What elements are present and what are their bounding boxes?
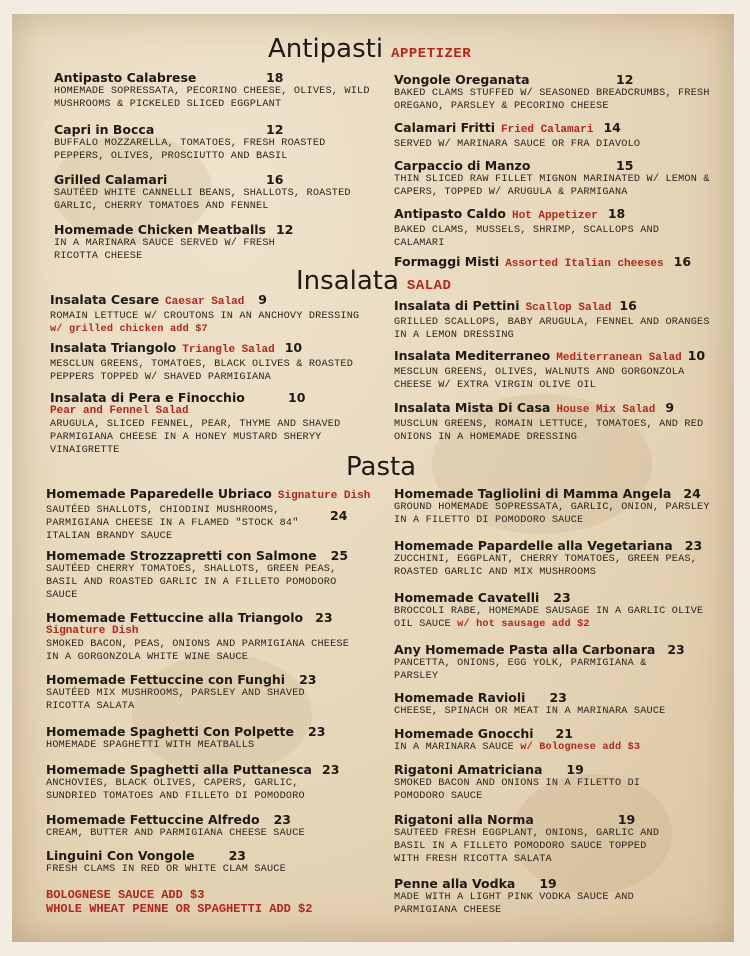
pasta-heading	[346, 452, 416, 482]
item-name: Homemade Spaghetti Con Polpette	[46, 724, 294, 739]
item-name: Calamari Fritti	[394, 120, 496, 135]
menu-item	[394, 486, 714, 527]
item-price: 14	[603, 120, 621, 135]
item-price: 12	[616, 72, 634, 87]
insalata-title: Insalata	[296, 266, 399, 296]
item-desc: PANCETTA, ONIONS, EGG YOLK, PARMIGIANA & PARSLEY	[394, 658, 647, 683]
menu-item	[394, 400, 714, 444]
item-name: Carpaccio di Manzo	[394, 158, 531, 173]
item-price: 23	[228, 848, 247, 863]
item-desc: MESCLUN GREENS, TOMATOES, BLACK OLIVES & ROASTED PEPPERS TOPPED W/ SHAVED PARMIGIANA	[50, 359, 354, 384]
menu-item	[394, 72, 714, 113]
item-desc: HOMEMADE SPAGHETTI WITH MEATBALLS	[46, 740, 255, 751]
antipasti-heading	[268, 34, 471, 64]
item-price: 23	[299, 672, 317, 687]
item-desc: BROCCOLI RABE, HOMEMADE SAUSAGE IN A GARLIC OLIVE OIL SAUCE	[394, 606, 704, 631]
item-name: Insalata Mediterraneo	[394, 348, 551, 363]
item-name: Insalata Cesare	[50, 292, 160, 307]
footer-line-1: BOLOGNESE SAUCE ADD $3	[46, 888, 205, 902]
item-price: 23	[549, 690, 567, 705]
item-price: 15	[616, 158, 634, 173]
item-desc: HOMEMADE SOPRESSATA, PECORINO CHEESE, OLIVES, WILD MUSHROOMS & PICKELED SLICED EGGPLANT	[54, 86, 370, 111]
item-desc: THIN SLICED RAW FILLET MIGNON MARINATED W/ LEMON & CAPERS, TOPPED W/ ARUGULA & PARMIGANA	[394, 174, 710, 199]
item-name: Linguini Con Vongole	[46, 848, 195, 863]
item-price: 25	[330, 548, 349, 563]
item-tag: Hot Appetizer	[512, 210, 598, 222]
item-desc: MADE WITH A LIGHT PINK VODKA SAUCE AND PARMIGIANA CHEESE	[394, 892, 634, 917]
item-desc: SAUTÉED CHERRY TOMATOES, SHALLOTS, GREEN PEAS, BASIL AND ROASTED GARLIC IN A FILLETO POMODORO SAUCE	[46, 564, 337, 602]
item-name: Formaggi Misti	[394, 254, 500, 269]
insalata-subtitle: SALAD	[406, 278, 452, 294]
menu-item	[394, 206, 714, 250]
item-extra: w/ hot sausage add $2	[457, 619, 590, 631]
item-tag: Pear and Fennel Salad	[50, 405, 189, 417]
item-desc: ZUCCHINI, EGGPLANT, CHERRY TOMATOES, GREEN PEAS, ROASTED GARLIC AND MIX MUSHROOMS	[394, 554, 698, 579]
footer-notes	[46, 888, 312, 916]
item-price: 10	[284, 340, 303, 355]
menu-item	[394, 762, 714, 803]
item-price: 23	[684, 538, 703, 553]
item-price: 16	[619, 298, 637, 313]
item-name: Homemade Fettuccine alla Triangolo	[46, 610, 304, 625]
menu-item	[54, 70, 374, 111]
item-name: Homemade Spaghetti alla Puttanesca	[46, 762, 312, 777]
item-price: 19	[566, 762, 584, 777]
item-price: 24	[683, 486, 701, 501]
item-name: Homemade Fettuccine con Funghi	[46, 672, 286, 687]
menu-item	[394, 812, 714, 867]
item-name: Homemade Papardelle alla Vegetariana	[394, 538, 673, 553]
item-name: Homemade Chicken Meatballs	[54, 222, 266, 237]
item-tag: Signature Dish	[46, 625, 139, 637]
item-tag: Triangle Salad	[182, 344, 275, 356]
menu-item	[46, 486, 386, 544]
antipasti-subtitle: APPETIZER	[391, 46, 472, 62]
menu-item	[46, 724, 366, 752]
item-extra: w/ grilled chicken add $7	[50, 324, 208, 336]
item-desc: SMOKED BACON AND ONIONS IN A FILETTO DI POMODORO SAUCE	[394, 778, 641, 803]
item-name: Insalata di Pera e Finocchio	[50, 390, 245, 405]
item-desc: SMOKED BACON, PEAS, ONIONS AND PARMIGIANA CHEESE IN A GORGONZOLA WHITE WINE SAUCE	[46, 639, 350, 664]
item-desc: MUSCLUN GREENS, ROMAIN LETTUCE, TOMATOES, AND RED ONIONS IN A HOMEMADE DRESSING	[394, 419, 704, 444]
menu-item	[54, 172, 374, 213]
item-price: 23	[322, 762, 340, 777]
item-price: 16	[673, 254, 692, 269]
item-price: 9	[258, 292, 267, 307]
antipasti-title: Antipasti	[268, 34, 384, 64]
item-price: 23	[273, 812, 291, 827]
item-price: 21	[555, 726, 573, 741]
menu-item	[50, 390, 370, 458]
item-desc: BAKED CLAMS STUFFED W/ SEASONED BREADCRUMBS, FRESH OREGANO, PARSLEY & PECORINO CHEESE	[394, 88, 710, 113]
item-tag: House Mix Salad	[556, 404, 656, 416]
item-name: Grilled Calamari	[54, 172, 168, 187]
item-name: Insalata Mista Di Casa	[394, 400, 551, 415]
item-desc: SAUTÉED WHITE CANNELLI BEANS, SHALLOTS, ROASTED GARLIC, CHERRY TOMATOES AND FENNEL	[54, 188, 351, 213]
item-desc: ARUGULA, SLICED FENNEL, PEAR, THYME AND SHAVED PARMIGIANA CHEESE IN A HONEY MUSTARD SHERYY VINAIGRETTE	[50, 419, 341, 457]
item-tag: Caesar Salad	[165, 296, 245, 308]
item-name: Rigatoni Amatriciana	[394, 762, 543, 777]
menu-item	[50, 340, 370, 384]
item-name: Antipasto Calabrese	[54, 70, 197, 85]
item-desc: BAKED CLAMS, MUSSELS, SHRIMP, SCALLOPS AND CALAMARI	[394, 225, 660, 250]
item-name: Homemade Fettuccine Alfredo	[46, 812, 260, 827]
menu-item	[394, 726, 714, 754]
item-desc: CHEESE, SPINACH OR MEAT IN A MARINARA SAUCE	[394, 706, 666, 717]
item-desc: GRILLED SCALLOPS, BABY ARUGULA, FENNEL AND ORANGES IN A LEMON DRESSING	[394, 317, 710, 342]
item-desc: IN A MARINARA SAUCE SERVED W/ FRESH RICOTTA CHEESE	[54, 238, 275, 263]
item-name: Insalata di Pettini	[394, 298, 520, 313]
item-desc: SAUTÉED MIX MUSHROOMS, PARSLEY AND SHAVED RICOTTA SALATA	[46, 688, 305, 713]
item-price: 18	[607, 206, 626, 221]
item-desc: CREAM, BUTTER AND PARMIGIANA CHEESE SAUCE	[46, 828, 305, 839]
menu-item	[46, 548, 366, 603]
item-desc: ANCHOVIES, BLACK OLIVES, CAPERS, GARLIC, SUNDRIED TOMATOES AND FILLETO DI POMODORO	[46, 778, 305, 803]
item-tag: Fried Calamari	[501, 124, 594, 136]
item-price: 24	[330, 508, 348, 523]
item-price: 10	[288, 390, 306, 405]
item-price: 12	[266, 122, 284, 137]
menu-item	[54, 222, 374, 263]
item-name: Rigatoni alla Norma	[394, 812, 534, 827]
item-name: Antipasto Caldo	[394, 206, 506, 221]
item-desc: BUFFALO MOZZARELLA, TOMATOES, FRESH ROASTED PEPPERS, OLIVES, PROSCIUTTO AND BASIL	[54, 138, 326, 163]
menu-item	[394, 120, 714, 151]
menu-item	[394, 348, 714, 392]
item-desc: FRESH CLAMS IN RED OR WHITE CLAM SAUCE	[46, 864, 286, 875]
menu-item	[394, 298, 714, 342]
menu-item	[394, 158, 714, 199]
item-price: 23	[315, 610, 333, 625]
pasta-title: Pasta	[346, 452, 417, 482]
item-name: Homemade Tagliolini di Mamma Angela	[394, 486, 672, 501]
item-name: Vongole Oreganata	[394, 72, 530, 87]
item-price: 9	[665, 400, 675, 415]
item-desc: MESCLUN GREENS, OLIVES, WALNUTS AND GORGONZOLA CHEESE W/ EXTRA VIRGIN OLIVE OIL	[394, 367, 685, 392]
item-price: 23	[308, 724, 326, 739]
item-desc: SERVED W/ MARINARA SAUCE OR FRA DIAVOLO	[394, 139, 641, 150]
menu-item	[394, 538, 714, 579]
item-name: Homemade Gnocchi	[394, 726, 534, 741]
item-tag: Signature Dish	[277, 490, 371, 502]
menu-item	[54, 122, 374, 163]
menu-item	[394, 642, 714, 683]
item-name: Homemade Ravioli	[394, 690, 526, 705]
item-price: 19	[617, 812, 636, 827]
item-desc: ROMAIN LETTUCE W/ CROUTONS IN AN ANCHOVY DRESSING	[50, 311, 360, 322]
item-price: 23	[553, 590, 571, 605]
item-price: 10	[687, 348, 706, 363]
item-name: Homemade Cavatelli	[394, 590, 540, 605]
item-name: Any Homemade Pasta alla Carbonara	[394, 642, 656, 657]
item-price: 12	[275, 222, 294, 237]
item-name: Homemade Strozzapretti con Salmone	[46, 548, 317, 563]
menu-item	[50, 292, 370, 336]
item-tag: Mediterranean Salad	[556, 352, 682, 364]
item-name: Capri in Bocca	[54, 122, 155, 137]
item-desc: GROUND HOMEMADE SOPRESSATA, GARLIC, ONION, PARSLEY IN A FILETTO DI POMODORO SAUCE	[394, 502, 710, 527]
item-name: Insalata Triangolo	[50, 340, 177, 355]
item-desc: SAUTEED FRESH EGGPLANT, ONIONS, GARLIC AND BASIL IN A FILLETO POMODORO SAUCE TOPPED WITH FRESH RICOTTA SALATA	[394, 828, 660, 866]
item-desc: IN A MARINARA SAUCE	[394, 742, 514, 753]
item-price: 19	[539, 876, 557, 891]
item-extra: w/ Bolognese add $3	[520, 742, 641, 753]
footer-line-2: WHOLE WHEAT PENNE OR SPAGHETTI ADD $2	[46, 902, 313, 916]
item-name: Penne alla Vodka	[394, 876, 516, 891]
menu-item	[46, 848, 366, 876]
item-tag: Assorted Italian cheeses	[505, 258, 664, 270]
item-name: Homemade Paparedelle Ubriaco	[46, 486, 272, 501]
menu-item	[46, 762, 366, 803]
menu-item	[46, 610, 366, 664]
menu-item	[394, 690, 714, 718]
item-price: 16	[266, 172, 284, 187]
menu-item	[46, 812, 366, 840]
menu-item	[394, 876, 714, 917]
item-price: 18	[266, 70, 284, 85]
item-desc: SAUTÉED SHALLOTS, CHIODINI MUSHROOMS, PARMIGIANA CHEESE IN A FLAMED "STOCK 84" ITALIAN BRANDY SAUCE	[46, 505, 299, 543]
menu-item	[394, 590, 714, 631]
item-price: 23	[667, 642, 685, 657]
menu-item	[46, 672, 366, 713]
item-tag: Scallop Salad	[525, 302, 612, 314]
